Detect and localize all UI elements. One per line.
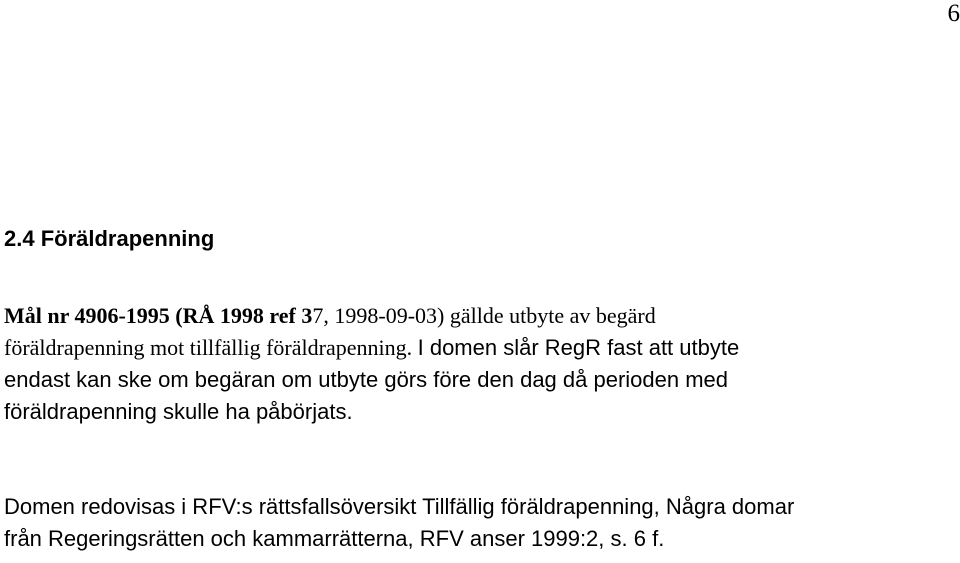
paragraph-reference — [4, 491, 956, 555]
paragraph-case-summary — [4, 300, 956, 428]
paragraph-text: föräldrapenning mot tillfällig föräldrapenning. — [4, 335, 418, 360]
section-heading: 2.4 Föräldrapenning — [4, 226, 215, 251]
paragraph-line: endast kan ske om begäran om utbyte görs före den dag då perioden med — [4, 367, 729, 392]
paragraph-line — [4, 300, 956, 332]
paragraph-line: från Regeringsrätten och kammarrätterna, RFV anser 1999:2, s. 6 f. — [4, 526, 665, 551]
paragraph-text-sans: I domen slår RegR fast att utbyte — [417, 335, 740, 360]
paragraph-line: Domen redovisas i RFV:s rättsfallsöversikt Tillfällig föräldrapenning, Några domar — [4, 494, 795, 519]
page-number: 6 — [947, 0, 960, 27]
paragraph-line — [4, 332, 956, 364]
case-reference: Mål nr 4906-1995 (RÅ 1998 ref 3 — [4, 303, 313, 328]
case-reference-tail: 7, — [312, 303, 335, 328]
case-date-text: 1998-09-03) gällde utbyte av begärd — [334, 303, 656, 328]
paragraph-line: föräldrapenning skulle ha påbörjats. — [4, 399, 353, 424]
